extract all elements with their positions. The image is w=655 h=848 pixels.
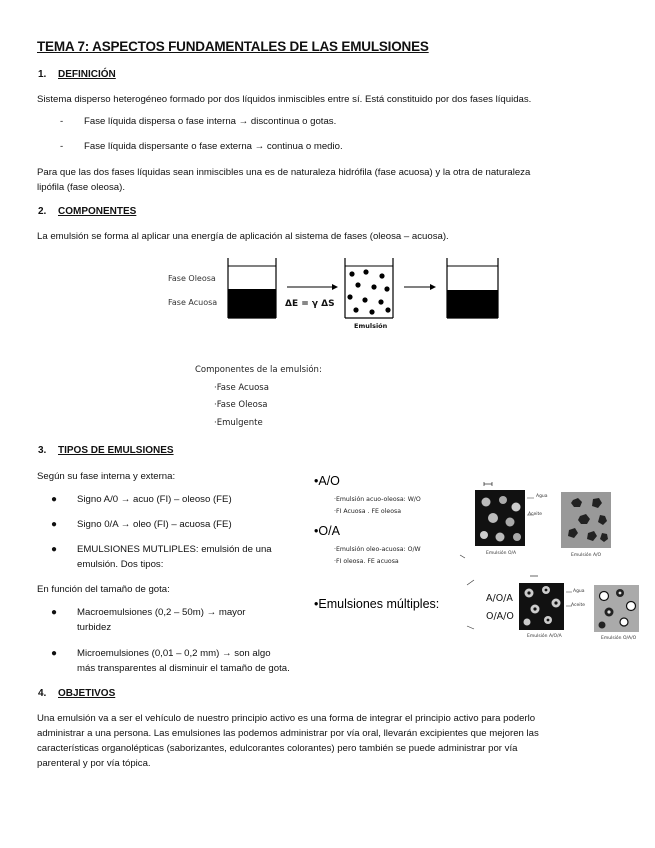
panel-emulsion-ao	[561, 492, 611, 548]
tipos-bullet-item	[51, 606, 246, 621]
figure-multiples-title: •Emulsiones múltiples:	[314, 597, 440, 611]
objetivos-line: Una emulsión va a ser el vehículo de nuestro principio activo es una forma de integrar el principio activo para poderlo	[37, 713, 536, 724]
dash-marker: -	[60, 116, 64, 127]
figure-ao-title: •A/O	[314, 474, 340, 488]
figure-label-agua-multiple: Agua	[573, 589, 585, 594]
tipos-bullet-continuation: emulsión. Dos tipos:	[77, 559, 164, 570]
section-number: 4.	[38, 688, 47, 699]
document-title: TEMA 7: ASPECTOS FUNDAMENTALES DE LAS EMULSIONES	[37, 39, 429, 54]
tipos-bullet-item	[51, 543, 272, 558]
section-number: 3.	[38, 445, 47, 456]
section-tipos-heading	[38, 445, 174, 456]
panel-emulsion-aoa	[519, 576, 564, 630]
tipos-bullet-continuation: turbidez	[77, 622, 112, 633]
tipos-intro-interna: Según su fase interna y externa:	[37, 471, 176, 482]
emulsion-caption: Emulsión	[354, 322, 388, 330]
figure-aoa-label: A/O/A	[486, 593, 513, 604]
bullet-icon: ●	[51, 648, 58, 659]
definicion-item	[60, 141, 343, 152]
componentes-list-item: ·Fase Oleosa	[214, 400, 268, 410]
definicion-item-text: Fase líquida dispersa o fase interna → discontinua o gotas.	[84, 116, 337, 127]
section-label: DEFINICIÓN	[58, 69, 116, 80]
figure-oa-line: ·FI oleosa. FE acuosa	[334, 558, 399, 565]
tipos-bullet-item	[51, 518, 232, 533]
objetivos-line: administrar a una persona. Las emulsiones las podemos administrar por vía oral, llevarán excipientes que mejoren las	[37, 728, 539, 739]
arrow-right-icon	[404, 284, 436, 290]
tipos-bullet-continuation: más transparentes al disminuir el tamaño de gota.	[77, 663, 290, 674]
figure-label-agua: Agua	[536, 494, 548, 499]
beaker-emulsion	[345, 258, 393, 318]
figure-caption-aoa: Emulsión A/O/A	[527, 634, 562, 639]
section-objetivos-heading	[38, 688, 115, 699]
tipos-bullet-text: Signo A/0 → acuo (FI) – oleoso (FE)	[77, 494, 232, 505]
tipos-bullet-item	[51, 493, 232, 508]
label-fase-oleosa: Fase Oleosa	[168, 274, 216, 283]
bullet-icon: ●	[51, 544, 58, 555]
figure-caption-ao: Emulsión A/O	[571, 553, 602, 558]
section-label: COMPONENTES	[58, 206, 137, 217]
figure-label-aceite-multiple: Aceite	[571, 603, 586, 608]
tipos-bullet-text: Signo 0/A → oleo (FI) – acuosa (FE)	[77, 519, 232, 530]
bullet-icon: ●	[51, 494, 58, 505]
figure-oa-title: •O/A	[314, 524, 340, 538]
objetivos-line: características organolépticas (saborizantes, edulcorantes colorantes) pero también se puede administrar por vía	[37, 743, 518, 754]
arrow-right-icon	[287, 284, 338, 290]
tipos-bullet-text: Macroemulsiones (0,2 – 50m) → mayor	[77, 607, 246, 618]
tipos-bullet-text: EMULSIONES MUTLIPLES: emulsión de una	[77, 544, 272, 555]
tipos-bullet-text: Microemulsiones (0,01 – 0,2 mm) → son algo	[77, 648, 271, 659]
tipos-intro-tamano: En función del tamaño de gota:	[37, 584, 170, 595]
bullet-icon: ●	[51, 519, 58, 530]
definicion-item-text: Fase líquida dispersante o fase externa → continua o medio.	[84, 141, 343, 152]
figure-caption-oa: Emulsión O/A	[486, 551, 517, 556]
beaker-separated-phases	[228, 258, 276, 318]
componentes-list-title: Componentes de la emulsión:	[195, 365, 322, 375]
figure-label-aceite: Aceite	[528, 512, 543, 517]
componentes-list-item: ·Fase Acuosa	[214, 383, 269, 393]
section-componentes-heading	[38, 206, 136, 217]
componentes-intro: La emulsión se forma al aplicar una energía de aplicación al sistema de fases (oleosa – acuosa).	[37, 231, 449, 242]
energy-formula: ΔE = γ ΔS	[285, 299, 335, 309]
bullet-icon: ●	[51, 607, 58, 618]
figure-oa-line: ·Emulsión oleo-acuosa: O/W	[334, 546, 421, 553]
definicion-closing-line: Para que las dos fases líquidas sean inmiscibles una es de naturaleza hidrófila (fase acuosa) y la otra de naturaleza	[37, 167, 531, 178]
figure-oao-label: O/A/O	[486, 611, 514, 622]
label-fase-acuosa: Fase Acuosa	[168, 298, 218, 307]
section-label: TIPOS DE EMULSIONES	[58, 445, 174, 456]
objetivos-line: parenteral y por vía tópica.	[37, 758, 151, 769]
componentes-list-item: ·Emulgente	[214, 418, 263, 428]
section-definicion-heading	[38, 69, 116, 80]
section-number: 1.	[38, 69, 47, 80]
section-number: 2.	[38, 206, 47, 217]
section-label: OBJETIVOS	[58, 688, 116, 699]
definicion-item	[60, 116, 336, 127]
figure-ao-line: ·Emulsión acuo-oleosa: W/O	[334, 496, 421, 503]
definicion-intro: Sistema disperso heterogéneo formado por dos líquidos inmiscibles entre sí. Está constituido por dos fases líquidas.	[37, 94, 532, 105]
dash-marker: -	[60, 141, 64, 152]
panel-emulsion-oa	[475, 482, 525, 546]
figure-caption-oao: Emulsión O/A/O	[601, 636, 637, 641]
tipos-bullet-item	[51, 647, 271, 662]
figure-ao-line: ·FI Acuosa . FE oleosa	[334, 508, 402, 515]
definicion-closing-line: lipófila (fase oleosa).	[37, 182, 125, 193]
beaker-separated-phases	[447, 258, 498, 318]
panel-emulsion-oao	[594, 585, 639, 632]
